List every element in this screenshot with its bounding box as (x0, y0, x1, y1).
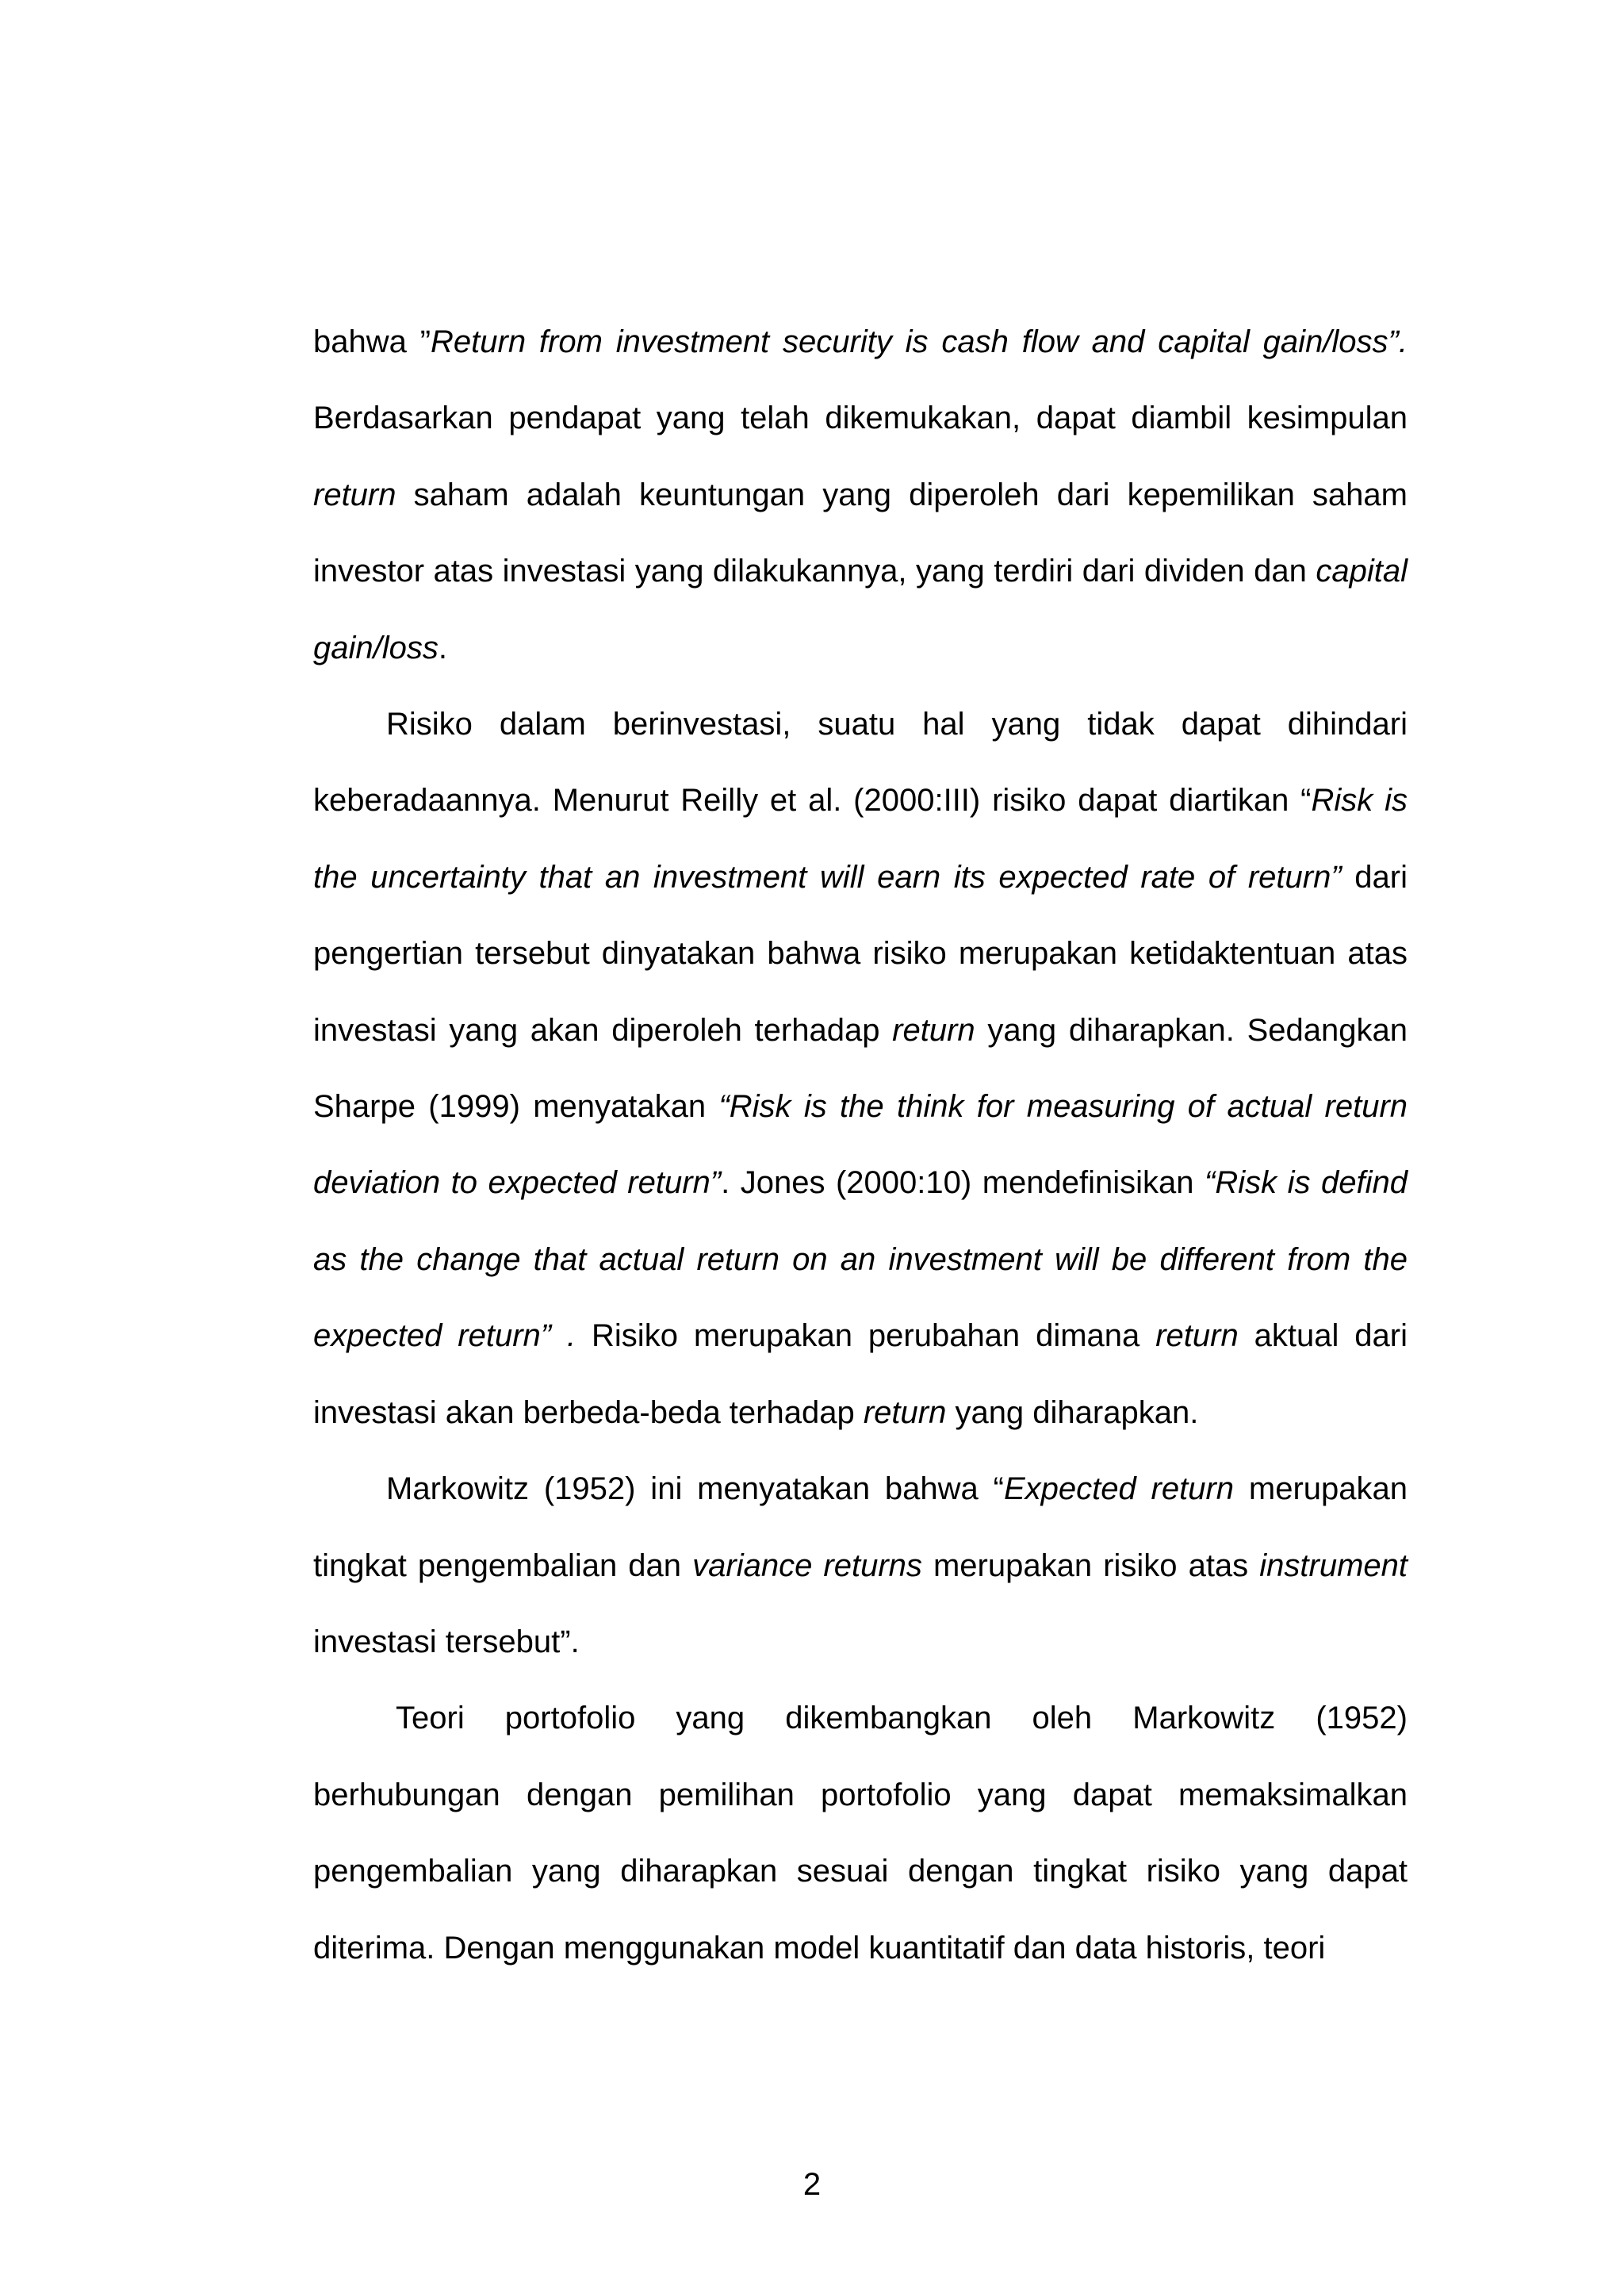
text-run: Teori portofolio yang dikembangkan oleh Markowitz (1952) berhubungan dengan pemilihan portofolio yang dapat memaksimalkan pengembalian yang diharapkan sesuai dengan tingkat risiko yang dapat diterima. Dengan menggunakan model kuantitatif dan data historis, teori (313, 1701, 1408, 1966)
text-run: Risiko dalam berinvestasi, suatu hal yang tidak dapat dihindari keberadaannya. Menurut Reilly et al. (2000:III) risiko dapat diartikan “ (313, 707, 1408, 819)
text-run: merupakan tingkat pengembalian dan (313, 1471, 1408, 1583)
text-run: . Jones (2000:10) mendefinisikan (721, 1165, 1205, 1201)
paragraph-3 (313, 1451, 1408, 1680)
body-text (313, 304, 1408, 1986)
text-run: Berdasarkan pendapat yang telah dikemukakan, dapat diambil kesimpulan (313, 401, 1408, 436)
text-run: aktual dari investasi akan berbeda-beda terhadap (313, 1318, 1408, 1430)
italic-text-run: Expected return (1003, 1471, 1235, 1507)
text-run: investasi tersebut”. (313, 1624, 580, 1659)
page-number: 2 (802, 2167, 822, 2202)
italic-text-run: return (313, 477, 396, 512)
text-run: merupakan risiko atas (921, 1548, 1260, 1583)
text-run: bahwa ” (313, 324, 431, 359)
italic-text-run: return (892, 1012, 975, 1048)
paragraph-1 (313, 304, 1408, 686)
text-run: Markowitz (1952) ini menyatakan bahwa “ (386, 1471, 1004, 1507)
italic-text-run: “Risk is defind as the change that actual return on an investment will be different from the expected return” . (313, 1165, 1408, 1354)
italic-text-run: Return from investment security is cash flow and capital gain/loss”. (431, 324, 1408, 359)
italic-text-run: variance returns (692, 1548, 922, 1583)
italic-text-run: “Risk is the think for measuring of actual return deviation to expected return” (313, 1089, 1408, 1201)
text-run: Risiko merupakan perubahan dimana (576, 1318, 1156, 1354)
paragraph-4 (313, 1680, 1408, 1986)
paragraph-2 (313, 686, 1408, 1451)
text-run: yang diharapkan. (946, 1394, 1199, 1430)
italic-text-run: Risk is the uncertainty that an investment will earn its expected rate of return” (313, 783, 1408, 895)
italic-text-run: return (863, 1394, 947, 1430)
italic-text-run: instrument (1259, 1548, 1408, 1583)
text-run: . (438, 630, 447, 665)
text-run: dari pengertian tersebut dinyatakan bahwa risiko merupakan ketidaktentuan atas investasi yang akan diperoleh terhadap (313, 859, 1408, 1048)
italic-text-run: capital gain/loss (313, 554, 1408, 665)
text-run: yang diharapkan. Sedangkan Sharpe (1999) menyatakan (313, 1012, 1408, 1125)
italic-text-run: return (1155, 1318, 1239, 1354)
text-run: saham adalah keuntungan yang diperoleh dari kepemilikan saham investor atas investasi yang dilakukannya, yang terdiri dari dividen dan (313, 477, 1408, 589)
